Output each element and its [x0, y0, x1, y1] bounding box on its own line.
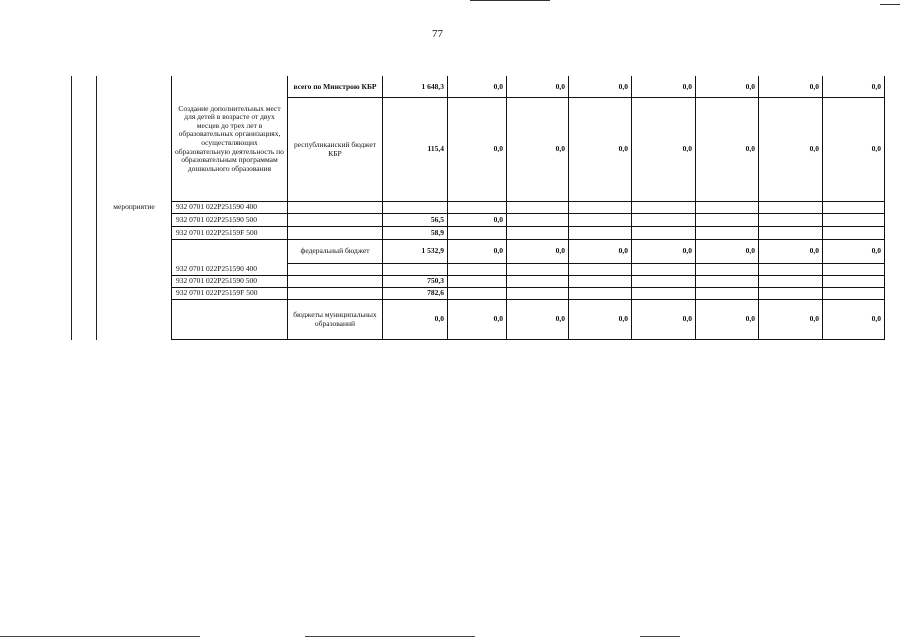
- source-republican-label: республиканский бюджет КБР: [294, 139, 376, 158]
- republican-value-2: 0,0: [493, 144, 503, 154]
- budget-code: 932 0701 022P25159F 500: [176, 288, 258, 298]
- budget-code: 932 0701 022P25159F 500: [176, 227, 258, 237]
- republican-value-8: 0,0: [871, 144, 881, 154]
- republican-value-1: 115,4: [427, 144, 444, 154]
- federal-value-4: 0,0: [618, 246, 628, 256]
- code-value: 58,9: [430, 227, 444, 237]
- page-number: 77: [432, 28, 443, 40]
- code-value: 782,6: [427, 288, 444, 298]
- total-value-5: 0,0: [682, 81, 692, 91]
- code-value: [383, 264, 447, 275]
- event-description: Создание дополнительных мест для детей в возрасте от двух месцев до трех лет в образовательных организациях, осуществляющих образовательную деятельность по образовательным программам дошкольного образования: [175, 103, 284, 173]
- municipal-value-4: 0,0: [618, 314, 628, 324]
- total-value-4: 0,0: [618, 81, 628, 91]
- municipal-value-6: 0,0: [745, 314, 755, 324]
- source-total-label: всего по Минстрою КБР: [293, 81, 377, 91]
- republican-value-6: 0,0: [745, 144, 755, 154]
- budget-code: 932 0701 022P251590 500: [176, 276, 258, 286]
- code-value: 0,0: [493, 214, 503, 224]
- total-value-7: 0,0: [809, 81, 819, 91]
- code-value: 750,3: [427, 276, 444, 286]
- row-type-label: мероприятие: [113, 202, 155, 212]
- scan-edge-bottom-right: [640, 636, 680, 637]
- code-value: 56,5: [430, 214, 444, 224]
- budget-code: 932 0701 022P251590 400: [176, 264, 258, 274]
- republican-value-3: 0,0: [555, 144, 565, 154]
- code-value: [383, 202, 447, 213]
- federal-value-7: 0,0: [809, 246, 819, 256]
- municipal-value-3: 0,0: [555, 314, 565, 324]
- republican-value-4: 0,0: [618, 144, 628, 154]
- source-municipal-label: бюджеты муниципальных образований: [293, 309, 377, 328]
- municipal-value-5: 0,0: [682, 314, 692, 324]
- scan-edge-top: [470, 0, 550, 1]
- republican-value-5: 0,0: [682, 144, 692, 154]
- total-value-6: 0,0: [745, 81, 755, 91]
- code-value: [448, 227, 506, 239]
- municipal-value-2: 0,0: [493, 314, 503, 324]
- scan-edge-bottom-left: [0, 636, 200, 637]
- federal-value-5: 0,0: [682, 246, 692, 256]
- total-value-8: 0,0: [871, 81, 881, 91]
- budget-code: 932 0701 022P251590 500: [176, 214, 258, 224]
- budget-code: 932 0701 022P251590 400: [176, 202, 258, 212]
- total-value-1: 1 648,3: [421, 81, 444, 91]
- republican-value-7: 0,0: [809, 144, 819, 154]
- total-value-2: 0,0: [493, 81, 503, 91]
- code-value: [448, 202, 506, 213]
- total-value-3: 0,0: [555, 81, 565, 91]
- federal-value-8: 0,0: [871, 246, 881, 256]
- municipal-value-7: 0,0: [809, 314, 819, 324]
- federal-value-2: 0,0: [493, 246, 503, 256]
- federal-value-3: 0,0: [555, 246, 565, 256]
- source-federal-label: федеральный бюджет: [300, 246, 370, 256]
- left-rule-1: [71, 76, 72, 340]
- municipal-value-1: 0,0: [434, 314, 444, 324]
- federal-value-1: 1 532,9: [421, 246, 444, 256]
- municipal-value-8: 0,0: [871, 314, 881, 324]
- federal-value-6: 0,0: [745, 246, 755, 256]
- scan-edge-bottom-mid: [305, 636, 475, 637]
- scan-edge-top-right: [880, 4, 900, 5]
